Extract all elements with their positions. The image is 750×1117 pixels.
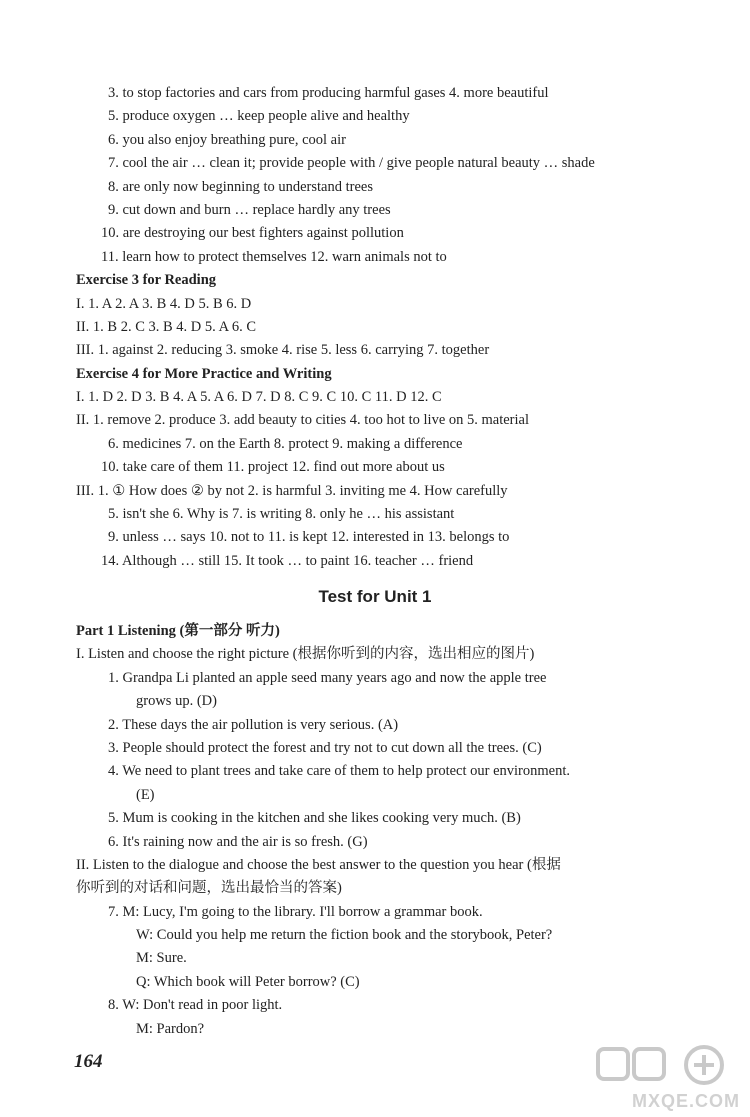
text-line [0,924,750,947]
text-line [0,994,750,1017]
line-text: 6. It's raining now and the air is so fresh. (G) [108,833,368,850]
text-line [0,129,750,152]
text-line [0,831,750,854]
text-line [0,690,750,713]
text-line [0,1018,750,1041]
section-heading: Part 1 Listening (第一部分 听力) [76,623,280,639]
text-line [0,760,750,783]
text-line [0,971,750,994]
text-line [0,901,750,924]
text-line [0,386,750,409]
line-text: 3. to stop factories and cars from producing harmful gases 4. more beautiful [108,85,549,101]
text-line [0,620,750,643]
text-line [0,854,750,877]
line-text: 7. cool the air … clean it; provide people with / give people natural beauty … shade [108,155,595,172]
line-text: 14. Although … still 15. It took … to paint 16. teacher … friend [101,552,474,569]
text-line [0,246,750,269]
text-line [0,737,750,760]
line-text: 8. W: Don't read in poor light. [108,997,283,1014]
text-line [0,784,750,807]
text-line [0,339,750,362]
line-text: I. 1. D 2. D 3. B 4. A 5. A 6. D 7. D 8. C 9. C 10. C 11. D 12. C [76,389,442,406]
text-line [0,877,750,900]
text-line [0,807,750,830]
line-text: (E) [136,786,155,803]
text-line [0,293,750,316]
line-text: I. Listen and choose the right picture (根据你听到的内容，选出相应的图片) [76,646,535,663]
line-text: II. 1. remove 2. produce 3. add beauty to cities 4. too hot to live on 5. material [76,412,530,429]
page-number: 164 [74,1051,103,1072]
line-text: 10. are destroying our best fighters against pollution [101,225,404,242]
line-text: 1. Grandpa Li planted an apple seed many years ago and now the apple tree [108,669,547,686]
text-line [0,222,750,245]
answers-section [0,82,750,573]
test-section [0,620,750,1041]
line-text: II. 1. B 2. C 3. B 4. D 5. A 6. C [76,318,257,335]
watermark-site: MXQE.COM [631,1090,740,1111]
text-line [0,316,750,339]
text-line [0,176,750,199]
text-line [0,433,750,456]
test-title: Test for Unit 1 [318,587,432,606]
line-text: W: Could you help me return the fiction book and the storybook, Peter? [136,927,553,944]
text-line [0,667,750,690]
text-line [0,947,750,970]
line-text: II. Listen to the dialogue and choose the best answer to the question you hear (根据 [76,856,561,873]
text-line [0,643,750,666]
line-text: 6. medicines 7. on the Earth 8. protect 9. making a difference [108,435,463,452]
line-text: 10. take care of them 11. project 12. find out more about us [101,459,445,476]
text-line [0,550,750,573]
section-heading: Exercise 3 for Reading [76,272,217,289]
line-text: 5. Mum is cooking in the kitchen and she likes cooking very much. (B) [108,810,521,827]
text-line [0,105,750,128]
line-text: 6. you also enjoy breathing pure, cool air [108,131,346,148]
line-text: III. 1. against 2. reducing 3. smoke 4. rise 5. less 6. carrying 7. together [76,342,490,359]
line-text: grows up. (D) [136,693,217,710]
line-text: 4. We need to plant trees and take care of them to help protect our environment. [108,763,570,780]
line-text: III. 1. ① How does ② by not 2. is harmful 3. inviting me 4. How carefully [76,482,508,499]
line-text: I. 1. A 2. A 3. B 4. D 5. B 6. D [76,295,252,312]
line-text: 9. unless … says 10. not to 11. is kept 12. interested in 13. belongs to [108,529,510,546]
watermark-logo [594,1043,744,1113]
line-text: 2. These days the air pollution is very serious. (A) [108,716,399,733]
line-text: 9. cut down and burn … replace hardly any trees [108,201,391,218]
test-title-row [0,585,750,610]
text-line [0,480,750,503]
line-text: 8. are only now beginning to understand trees [108,178,373,195]
text-line [0,363,750,386]
section-heading: Exercise 4 for More Practice and Writing [76,365,332,382]
line-text: M: Sure. [136,950,187,967]
text-line [0,503,750,526]
text-line [0,409,750,432]
line-text: Q: Which book will Peter borrow? (C) [136,973,360,990]
text-line [0,152,750,175]
line-text: 5. produce oxygen … keep people alive and healthy [108,108,410,125]
line-text: 11. learn how to protect themselves 12. warn animals not to [101,248,447,265]
text-line [0,269,750,292]
line-text: 7. M: Lucy, I'm going to the library. I'll borrow a grammar book. [108,903,483,920]
text-line [0,199,750,222]
text-line [0,82,750,105]
line-text: M: Pardon? [136,1020,205,1037]
text-line [0,456,750,479]
line-text: 你听到的对话和问题，选出最恰当的答案) [76,880,342,897]
line-text: 3. People should protect the forest and try not to cut down all the trees. (C) [108,739,542,756]
watermark-mark-icon [594,1043,744,1089]
text-line [0,714,750,737]
text-line [0,526,750,549]
line-text: 5. isn't she 6. Why is 7. is writing 8. only he … his assistant [108,506,455,523]
